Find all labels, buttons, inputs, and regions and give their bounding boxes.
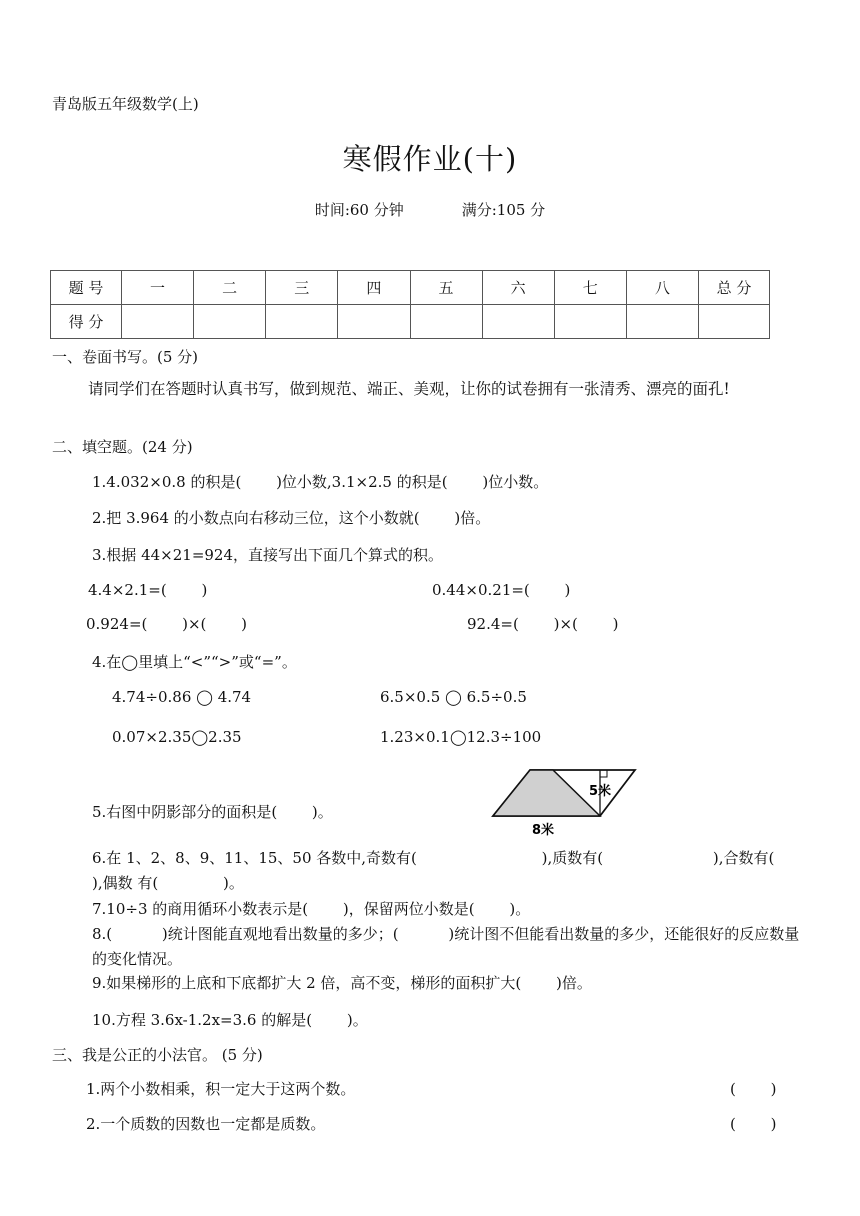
question-2-5: 5.右图中阴影部分的面积是( )。: [92, 803, 333, 821]
full-score-label: 满分:105 分: [461, 201, 546, 219]
section1-text: 请同学们在答题时认真书写，做到规范、端正、美观，让你的试卷拥有一张清秀、漂亮的面孔!: [88, 380, 730, 398]
question-2-9: 9.如果梯形的上底和下底都扩大 2 倍，高不变，梯形的面积扩大( )倍。: [92, 974, 592, 992]
score-table-score-row: [51, 305, 770, 339]
section3-title: 三、我是公正的小法官。 (5 分): [52, 1046, 263, 1064]
score-cell[interactable]: [699, 305, 770, 339]
score-cell[interactable]: [122, 305, 194, 339]
question-2-3c: 0.924=( )×( ): [86, 615, 248, 633]
score-cell[interactable]: [626, 305, 698, 339]
score-table-header-row: [51, 271, 770, 305]
question-2-4a: 4.74÷0.86 ◯ 4.74: [112, 688, 252, 706]
score-header-cell: 总 分: [699, 271, 770, 305]
score-header-cell: 四: [338, 271, 410, 305]
score-header-cell: 一: [122, 271, 194, 305]
question-3-1: 1.两个小数相乘，积一定大于这两个数。: [86, 1080, 356, 1098]
score-header-cell: 题 号: [51, 271, 122, 305]
score-cell[interactable]: [482, 305, 554, 339]
question-3-2: 2.一个质数的因数也一定都是质数。: [86, 1115, 326, 1133]
question-2-6-text: 6.在 1、2、8、9、11、15、50 各数中,奇数有( ),质数有( ),合数有( ),偶数 有( )。: [92, 849, 855, 892]
score-cell[interactable]: [266, 305, 338, 339]
question-2-7: 7.10÷3 的商用循环小数表示是( )，保留两位小数是( )。: [92, 900, 531, 918]
score-cell[interactable]: [194, 305, 266, 339]
score-cell[interactable]: [554, 305, 626, 339]
base-label: 8米: [532, 823, 555, 838]
score-header-cell: 二: [194, 271, 266, 305]
answer-paren-3-1[interactable]: ( ): [730, 1080, 777, 1098]
question-2-1: 1.4.032×0.8 的积是( )位小数,3.1×2.5 的积是( )位小数。: [92, 473, 549, 491]
question-2-4c: 0.07×2.35◯2.35: [112, 728, 242, 746]
score-cell[interactable]: [338, 305, 410, 339]
right-angle-mark: [600, 770, 607, 777]
score-header-cell: 七: [554, 271, 626, 305]
score-header-cell: 八: [626, 271, 698, 305]
score-header-cell: 三: [266, 271, 338, 305]
question-2-4b: 6.5×0.5 ◯ 6.5÷0.5: [380, 688, 527, 706]
height-label: 5米: [589, 784, 612, 799]
question-2-4d: 1.23×0.1◯12.3÷100: [380, 728, 542, 746]
section1-title: 一、卷面书写。(5 分): [52, 348, 199, 366]
exam-meta: [0, 199, 860, 220]
question-2-4: 4.在◯里填上“<”“>”或“=”。: [92, 653, 297, 671]
page-title: 寒假作业(十): [342, 142, 518, 176]
score-cell[interactable]: [410, 305, 482, 339]
question-2-8: 8.( )统计图能直观地看出数量的多少；( )统计图不但能看出数量的多少，还能很好的反应数量的变化情况。: [92, 925, 800, 968]
question-2-2: 2.把 3.964 的小数点向右移动三位，这个小数就( )倍。: [92, 509, 491, 527]
score-header-cell: 五: [410, 271, 482, 305]
shaded-triangle: [493, 770, 600, 816]
question-2-3b: 0.44×0.21=( ): [432, 581, 571, 599]
section2-title: 二、填空题。(24 分): [52, 438, 193, 456]
question-2-3a: 4.4×2.1=( ): [88, 581, 208, 599]
time-label: 时间:60 分钟: [314, 201, 404, 219]
question-2-3d: 92.4=( )×( ): [467, 615, 619, 633]
question-2-3: 3.根据 44×21=924，直接写出下面几个算式的积。: [92, 546, 444, 564]
question-2-6: [92, 846, 855, 896]
question-2-10: 10.方程 3.6x-1.2x=3.6 的解是( )。: [92, 1011, 368, 1029]
score-table: [50, 270, 770, 339]
book-header: 青岛版五年级数学(上): [52, 95, 199, 113]
answer-paren-3-2[interactable]: ( ): [730, 1115, 777, 1133]
score-header-cell: 六: [482, 271, 554, 305]
score-row-label: 得 分: [51, 305, 122, 339]
parallelogram-figure: [490, 764, 640, 840]
